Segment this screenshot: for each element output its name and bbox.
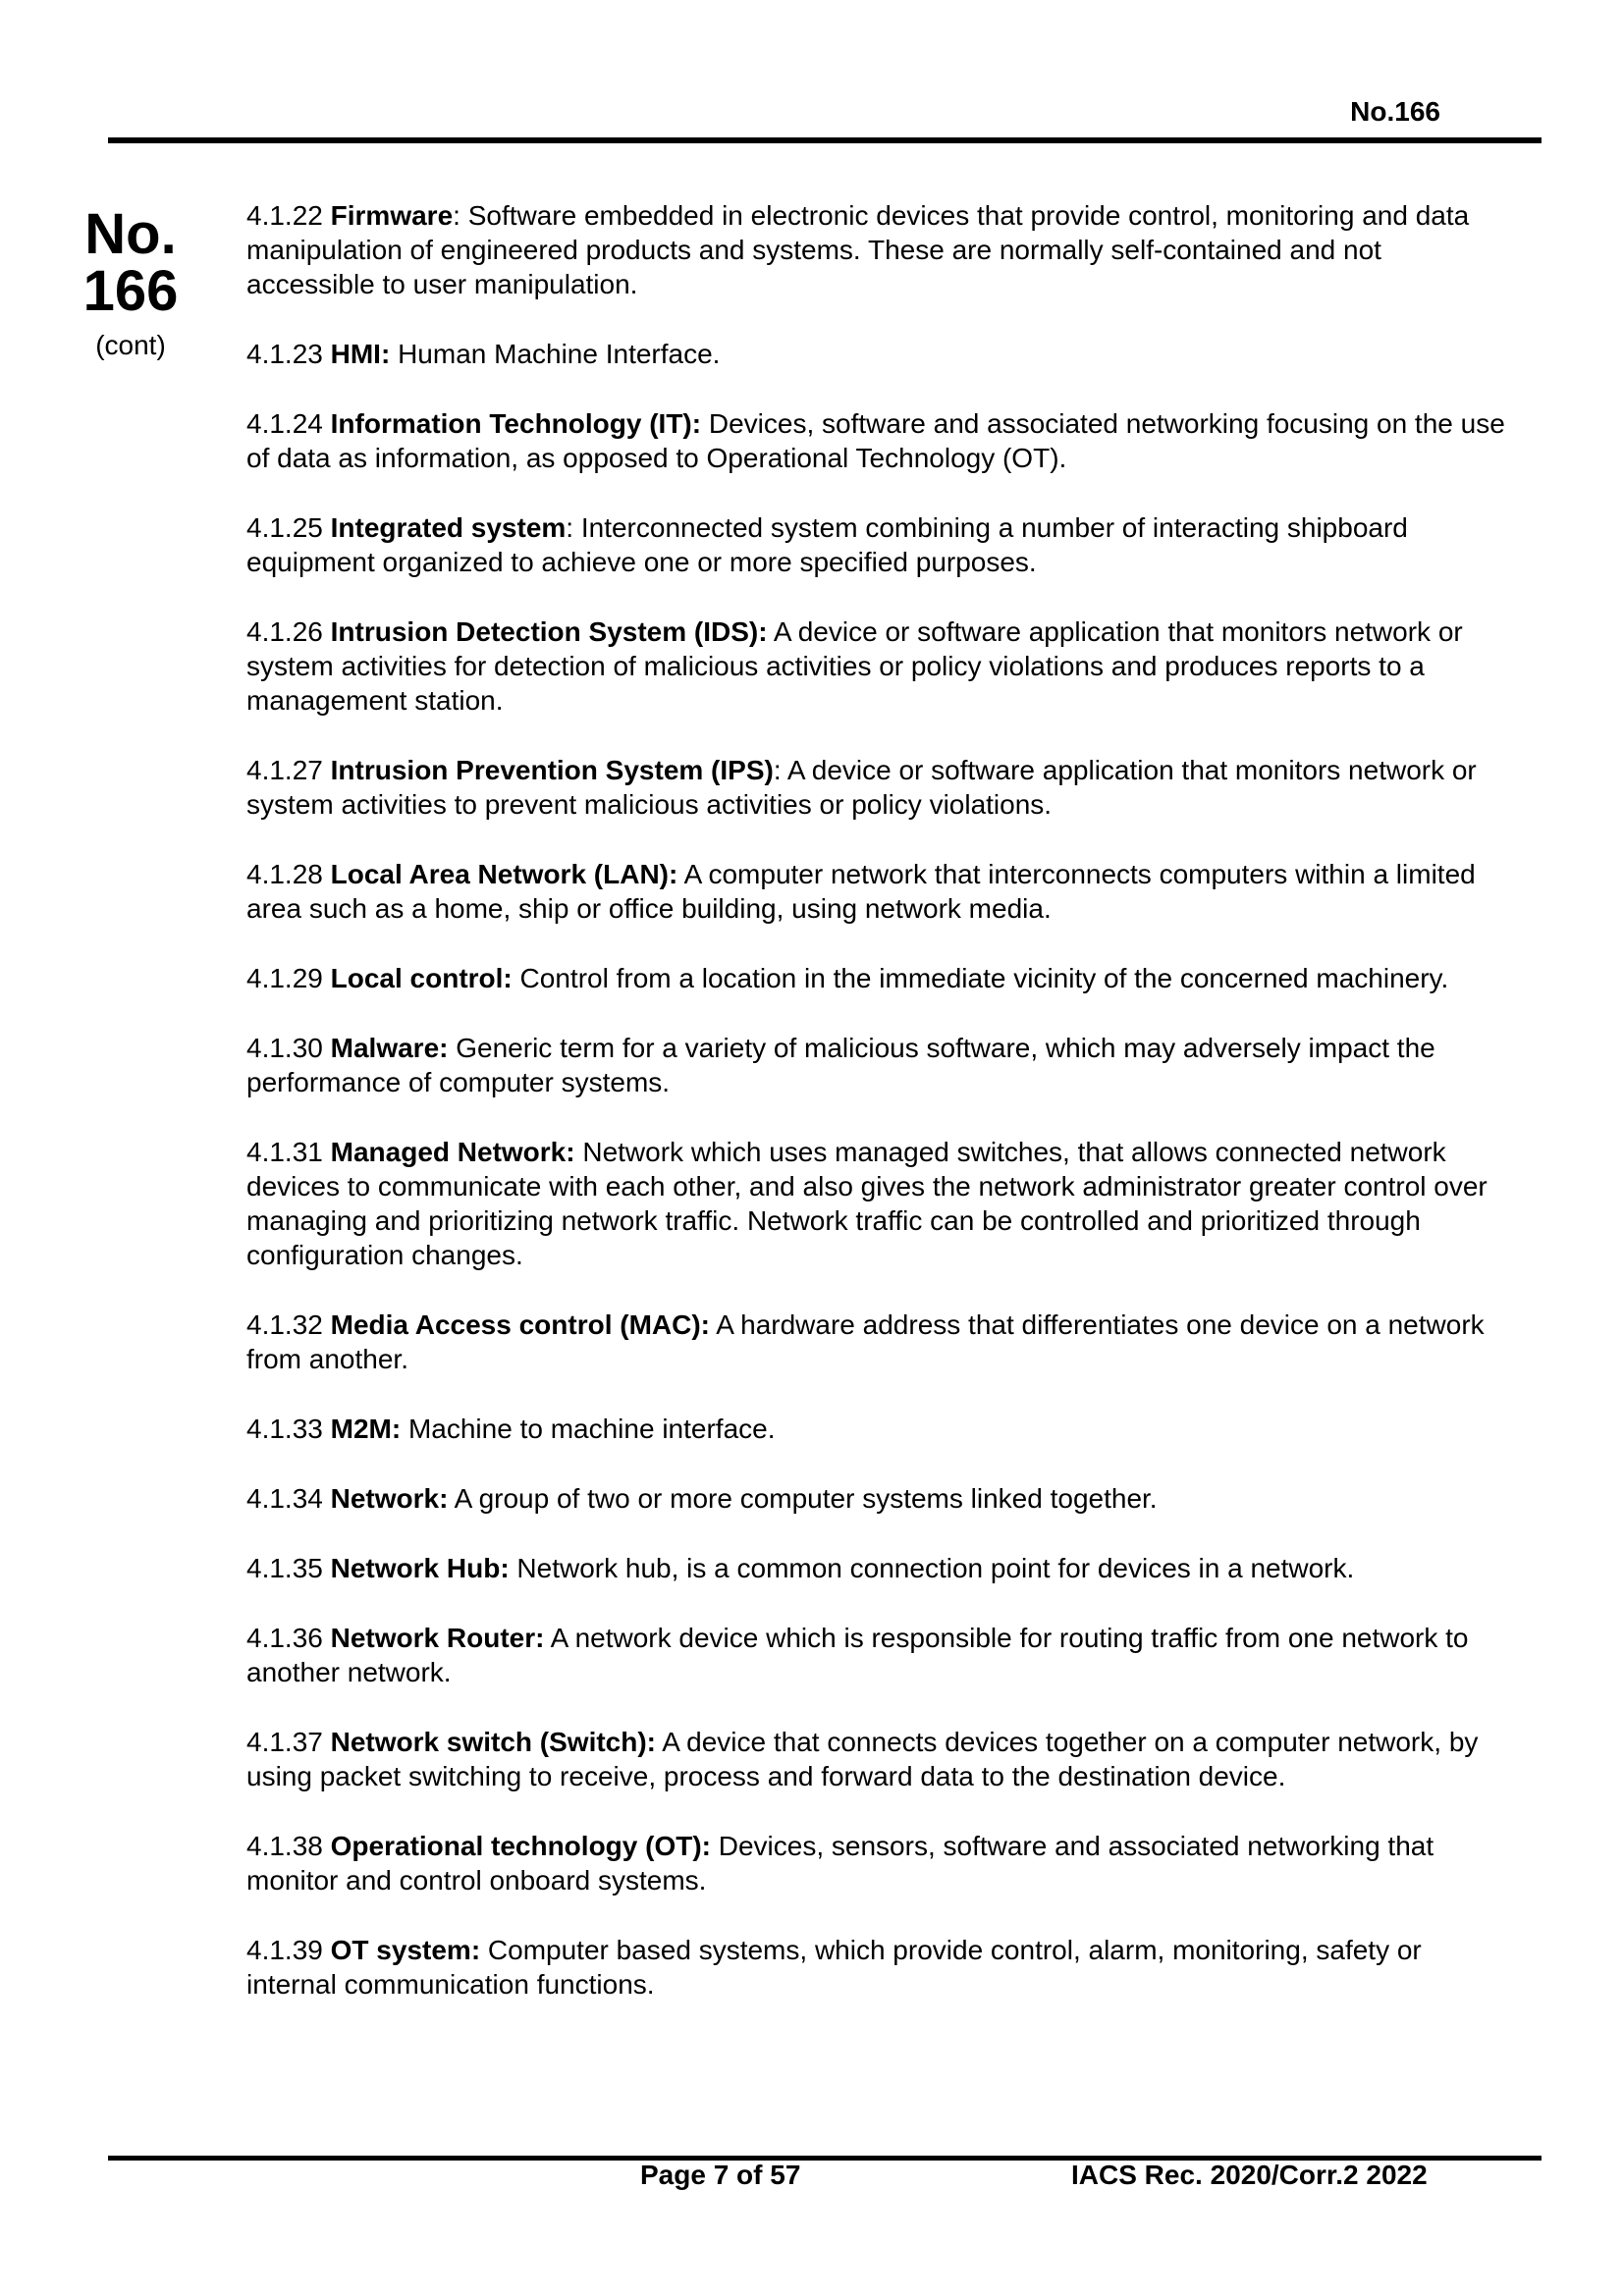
definition-number: 4.1.29 [246, 963, 323, 993]
definition-item [246, 337, 1513, 371]
definition-number: 4.1.37 [246, 1727, 323, 1757]
definition-text: A device that connects devices together on a computer network, by using packet switching to receive, process and forward data to the destination device. [246, 1727, 1479, 1791]
definition-item [246, 961, 1513, 995]
definition-item [246, 1481, 1513, 1516]
definition-term: Information Technology (IT): [330, 408, 702, 439]
definition-text: Generic term for a variety of malicious software, which may adversely impact the performance of computer systems. [246, 1033, 1435, 1097]
definition-text: Devices, software and associated networking focusing on the use of data as information, as opposed to Operational Technology (OT). [246, 408, 1505, 473]
header-rule [108, 137, 1542, 143]
side-cont-label: (cont) [95, 330, 166, 360]
definition-text: Human Machine Interface. [390, 339, 721, 369]
definition-number: 4.1.28 [246, 859, 323, 889]
definition-item [246, 198, 1513, 301]
definition-text: A group of two or more computer systems linked together. [448, 1483, 1158, 1514]
side-no-label: No. [84, 202, 177, 266]
side-no-number: 166 [82, 259, 179, 323]
definition-term: Malware: [330, 1033, 449, 1063]
definition-term: Network Hub: [330, 1553, 510, 1583]
definition-text: Devices, sensors, software and associated networking that monitor and control onboard systems. [246, 1831, 1434, 1896]
definition-term: Integrated system [330, 512, 567, 543]
header-document-number: No.166 [1350, 96, 1440, 127]
definition-text: Network which uses managed switches, that allows connected network devices to communicate with each other, and also gives the network administrator greater control over managing and prioritizing network traffic. Network traffic can be controlled and prioritized through configuration changes. [246, 1137, 1488, 1270]
definition-term: M2M: [330, 1414, 402, 1444]
definition-item [246, 857, 1513, 926]
definition-item [246, 1621, 1513, 1689]
definition-text: Machine to machine interface. [401, 1414, 776, 1444]
definition-number: 4.1.32 [246, 1309, 323, 1340]
definition-text: Interconnected system combining a number of interacting shipboard equipment organized to achieve one or more specified purposes. [246, 512, 1408, 577]
definition-separator: : [566, 512, 574, 543]
definition-number: 4.1.31 [246, 1137, 323, 1167]
definition-text: Software embedded in electronic devices that provide control, monitoring and data manipulation of engineered products and systems. These are normally self-contained and not accessible to user manipulation. [246, 200, 1470, 299]
definition-number: 4.1.33 [246, 1414, 323, 1444]
definition-term: Network switch (Switch): [330, 1727, 657, 1757]
definition-term: Firmware [330, 200, 454, 231]
definition-separator: : [453, 200, 460, 231]
definition-text: A hardware address that differentiates one device on a network from another. [246, 1309, 1485, 1374]
definition-item [246, 1308, 1513, 1376]
definition-number: 4.1.23 [246, 339, 323, 369]
definition-term: HMI: [330, 339, 391, 369]
definition-number: 4.1.34 [246, 1483, 323, 1514]
definition-text: Network hub, is a common connection point for devices in a network. [509, 1553, 1355, 1583]
definition-number: 4.1.39 [246, 1935, 323, 1965]
definition-term: Managed Network: [330, 1137, 575, 1167]
definition-term: Operational technology (OT): [330, 1831, 711, 1861]
definition-term: Intrusion Prevention System (IPS) [330, 755, 774, 785]
definition-number: 4.1.24 [246, 408, 323, 439]
definition-item [246, 1829, 1513, 1897]
footer-page-number: Page 7 of 57 [640, 2160, 801, 2190]
definition-item [246, 1031, 1513, 1099]
definition-number: 4.1.22 [246, 200, 323, 231]
definition-number: 4.1.27 [246, 755, 323, 785]
definition-term: Intrusion Detection System (IDS): [330, 616, 768, 647]
definitions-list [246, 198, 1513, 2037]
definition-term: Local control: [330, 963, 513, 993]
definition-separator: : [773, 755, 782, 785]
definition-number: 4.1.35 [246, 1553, 323, 1583]
footer-reference: IACS Rec. 2020/Corr.2 2022 [1071, 2160, 1428, 2190]
definition-text: A device or software application that monitors network or system activities for detection of malicious activities or policy violations and produces reports to a management station. [246, 616, 1463, 716]
definition-number: 4.1.36 [246, 1623, 323, 1653]
definition-item [246, 1412, 1513, 1446]
definition-item [246, 1725, 1513, 1793]
definition-number: 4.1.30 [246, 1033, 323, 1063]
definition-term: Local Area Network (LAN): [330, 859, 678, 889]
definition-text: A network device which is responsible for routing traffic from one network to another network. [246, 1623, 1469, 1687]
definition-term: OT system: [330, 1935, 481, 1965]
definition-item [246, 1551, 1513, 1585]
definition-term: Network Router: [330, 1623, 545, 1653]
definition-number: 4.1.25 [246, 512, 323, 543]
definition-item [246, 753, 1513, 822]
definition-number: 4.1.26 [246, 616, 323, 647]
definition-item [246, 614, 1513, 718]
definition-number: 4.1.38 [246, 1831, 323, 1861]
definition-text: A computer network that interconnects computers within a limited area such as a home, ship or office building, using network media. [246, 859, 1476, 924]
definition-term: Network: [330, 1483, 449, 1514]
side-document-number [77, 202, 185, 360]
definition-term: Media Access control (MAC): [330, 1309, 710, 1340]
definition-item [246, 1933, 1513, 2002]
definition-item [246, 1135, 1513, 1272]
definition-item [246, 510, 1513, 579]
definition-item [246, 406, 1513, 475]
definition-text: Control from a location in the immediate vicinity of the concerned machinery. [512, 963, 1449, 993]
definition-text: A device or software application that monitors network or system activities to prevent malicious activities or policy violations. [246, 755, 1477, 820]
definition-text: Computer based systems, which provide control, alarm, monitoring, safety or internal communication functions. [246, 1935, 1422, 2000]
